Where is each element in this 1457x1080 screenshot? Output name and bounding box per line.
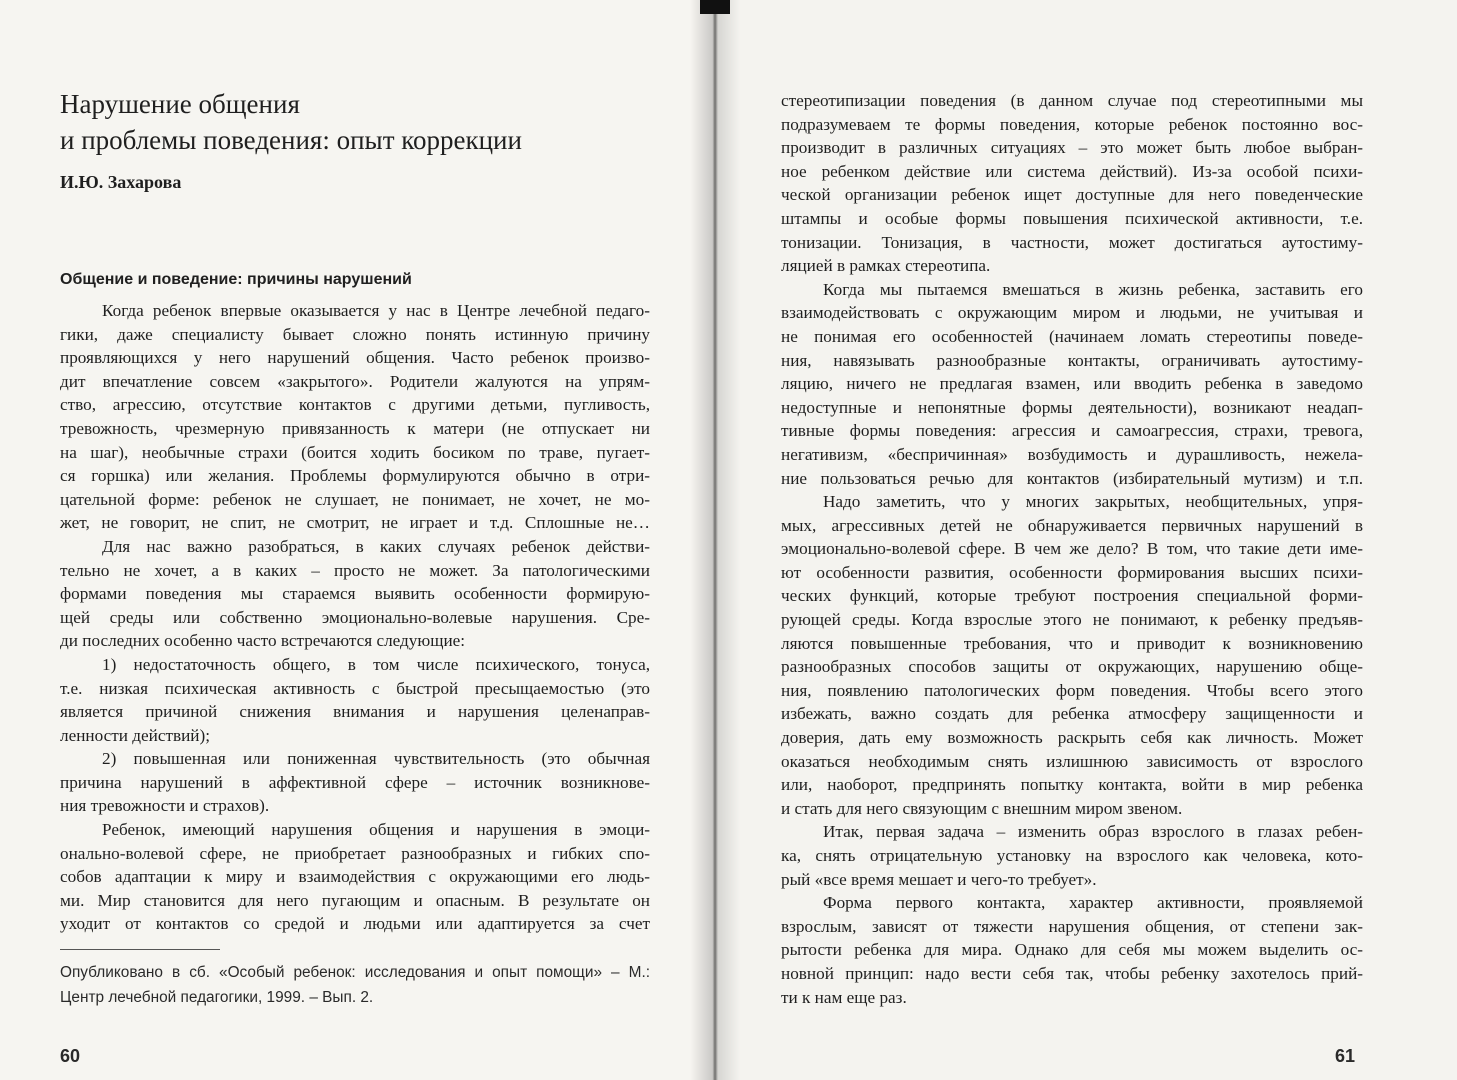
text-line: Для нас важно разобраться, в каких случаях ребенок действи- (102, 536, 650, 556)
text-line: 1) недостаточность общего, в том числе психического, тонуса, (102, 654, 650, 674)
text-line: ляцию, ничего не предлагая взамен, или вводить ребенка в заведомо (781, 374, 1363, 394)
text-line: ческих функций, которые требуют построения специальной форми- (781, 586, 1363, 606)
text-line: гики, даже специалисту бывает сложно понять истинную причину (60, 324, 650, 344)
text-line: онально-волевой сфере, не приобретает разнообразных и гибких спо- (60, 843, 650, 863)
text-line: ляцией в рамках стереотипа. (781, 256, 991, 276)
text-line: Форма первого контакта, характер активности, проявляемой (823, 893, 1363, 913)
text-line: причина нарушений в аффективной сфере – источник возникнове- (60, 772, 650, 792)
footnote (60, 960, 650, 1010)
text-line: рытости ребенка для мира. Однако для себя мы можем выделить ос- (781, 940, 1363, 960)
text-line: тонизации. Тонизация, в частности, может достигаться аутостиму- (781, 232, 1363, 252)
text-line: дит впечатление совсем «закрытого». Родители жалуются на упрям- (60, 371, 650, 391)
text-line: т.е. низкая психическая активность с быстрой пресыщаемостью (это (60, 678, 650, 698)
page-number-left: 60 (60, 1046, 81, 1066)
text-line: собов адаптации к миру и взаимодействия с окружающими его людь- (60, 867, 650, 887)
text-line: производит в различных ситуациях – это может быть любое выбран- (781, 138, 1363, 158)
book-spine-edge (700, 0, 730, 14)
text-line: ми. Мир становится для него пугающим и опасным. В результате он (60, 890, 650, 910)
text-line: щей среды или собственно эмоционально-волевые нарушения. Сре- (60, 607, 650, 627)
text-line: разнообразных способов защиты от окружающих, нарушению обще- (781, 657, 1363, 677)
text-line: избежать, важно создать для ребенка атмосферу защищенности и (781, 704, 1363, 724)
text-line: ти к нам еще раз. (781, 987, 907, 1007)
text-line: ное ребенком действие или система действий). Из-за особой психи- (781, 161, 1363, 181)
text-line: Ребенок, имеющий нарушения общения и нарушения в эмоци- (102, 820, 650, 840)
text-line: стереотипизации поведения (в данном случае под стереотипными мы (781, 91, 1363, 110)
text-line: тельно не хочет, а в каких – просто не может. За патологическими (60, 560, 650, 580)
text-line: подразумеваем те формы поведения, которые ребенок постоянно вос- (781, 114, 1363, 134)
text-line: является причиной снижения внимания и нарушения целенаправ- (60, 702, 650, 722)
text-line: недоступные и непонятные формы деятельности), возникают неадап- (781, 397, 1363, 417)
text-line: негативизм, «беспричинная» возбудимость и дурашливость, нежела- (781, 444, 1363, 464)
text-line: цательной форме: ребенок не слушает, не понимает, не хочет, не мо- (60, 489, 650, 509)
footnote-divider (60, 949, 220, 950)
text-line: ния, навязывать разнообразные контакты, ограничивать аутостиму- (781, 350, 1363, 370)
text-line: взрослым, зависят от тяжести нарушения общения, от степени зак- (781, 916, 1363, 936)
text-line: мых, агрессивных детей не обнаруживается первичных нарушений в (781, 515, 1363, 535)
text-line: взаимодействовать с окружающим миром и людьми, не учитывая и (781, 303, 1363, 323)
section-heading: Общение и поведение: причины нарушений (60, 271, 412, 288)
text-line: или, наоборот, предпринять попытку контакта, войти в мир ребенка (781, 775, 1363, 795)
author-name: И.Ю. Захарова (60, 172, 182, 192)
text-line: не понимая его особенностей (начинаем ломать стереотипы поведе- (781, 326, 1363, 346)
article-title-line: и проблемы поведения: опыт коррекции (60, 125, 522, 155)
text-line: тивные формы поведения: агрессия и самоагрессия, страхи, тревога, (781, 421, 1363, 441)
right-body-text (781, 89, 1363, 1009)
text-line: новной принцип: надо вести себя так, чтобы ребенку захотелось прий- (781, 963, 1363, 983)
footnote-line: Центр лечебной педагогики, 1999. – Вып. 2. (60, 989, 374, 1006)
text-line: ния тревожности и страхов). (60, 796, 270, 816)
text-line: уходит от контактов со средой и людьми или адаптируется за счет (60, 914, 650, 934)
text-line: ния, появлению патологических форм поведения. Чтобы всего этого (781, 680, 1363, 700)
text-line: рующей среды. Когда взрослые этого не понимают, к ребенку предъяв- (781, 610, 1363, 630)
text-line: Когда ребенок впервые оказывается у нас в Центре лечебной педаго- (102, 301, 650, 320)
text-line: ленности действий); (60, 725, 210, 745)
text-line: Когда мы пытаемся вмешаться в жизнь ребенка, заставить его (823, 279, 1363, 299)
book-spine-shadow (690, 0, 740, 1080)
text-line: ка, снять отрицательную установку на взрослого как человека, кото- (781, 846, 1363, 865)
text-line: штампы и особые формы повышения психической активности, т.е. (781, 208, 1363, 228)
left-page (0, 0, 715, 1080)
text-line: на шаг), необычные страхи (боится ходить босиком по траве, пугает- (60, 442, 650, 462)
text-line: рый «все время мешает и чего-то требует». (781, 869, 1097, 889)
text-line: доверия, дать ему возможность раскрыть себя как личность. Может (781, 728, 1363, 748)
text-line: формами поведения мы стараемся выявить особенности формирую- (60, 584, 650, 604)
footnote-line: Опубликовано в сб. «Особый ребенок: исследования и опыт помощи» – М.: (60, 964, 650, 981)
text-line: ся горшка) или желания. Проблемы формулируются обычно в отри- (60, 466, 650, 486)
text-line: жет, не говорит, не спит, не смотрит, не играет и т.д. Сплошные не… (60, 513, 650, 533)
article-title (60, 86, 680, 158)
text-line: эмоционально-волевой сфере. В чем же дело? В том, что такие дети име- (781, 539, 1363, 559)
text-line: ство, агрессию, отсутствие контактов с другими детьми, пугливость, (60, 395, 650, 415)
text-line: проявляющихся у него нарушений общения. Часто ребенок произво- (60, 348, 650, 368)
text-line: тревожность, чрезмерную привязанность к матери (не отпускает ни (60, 418, 650, 438)
page-number-right: 61 (1335, 1046, 1356, 1066)
text-line: ди последних особенно часто встречаются следующие: (60, 631, 466, 651)
text-line: оказаться необходимым снять излишнюю зависимость от взрослого (781, 751, 1363, 771)
text-line: и стать для него связующим с внешним миром звеном. (781, 798, 1183, 818)
article-title-line: Нарушение общения (60, 89, 300, 119)
text-line: Надо заметить, что у многих закрытых, необщительных, упря- (823, 492, 1363, 512)
text-line: Итак, первая задача – изменить образ взрослого в глазах ребен- (823, 822, 1363, 842)
text-line: ляются повышенные требования, что и приводит к возникновению (781, 633, 1363, 653)
text-line: ческой организации ребенок ищет доступные для него поведенческие (781, 185, 1363, 205)
text-line: ние пользоваться речью для контактов (избирательный мутизм) и т.п. (781, 468, 1363, 488)
text-line: ют особенности развития, особенности формирования высших психи- (781, 562, 1363, 582)
left-body-text (60, 299, 650, 936)
text-line: 2) повышенная или пониженная чувствительность (это обычная (102, 749, 650, 769)
